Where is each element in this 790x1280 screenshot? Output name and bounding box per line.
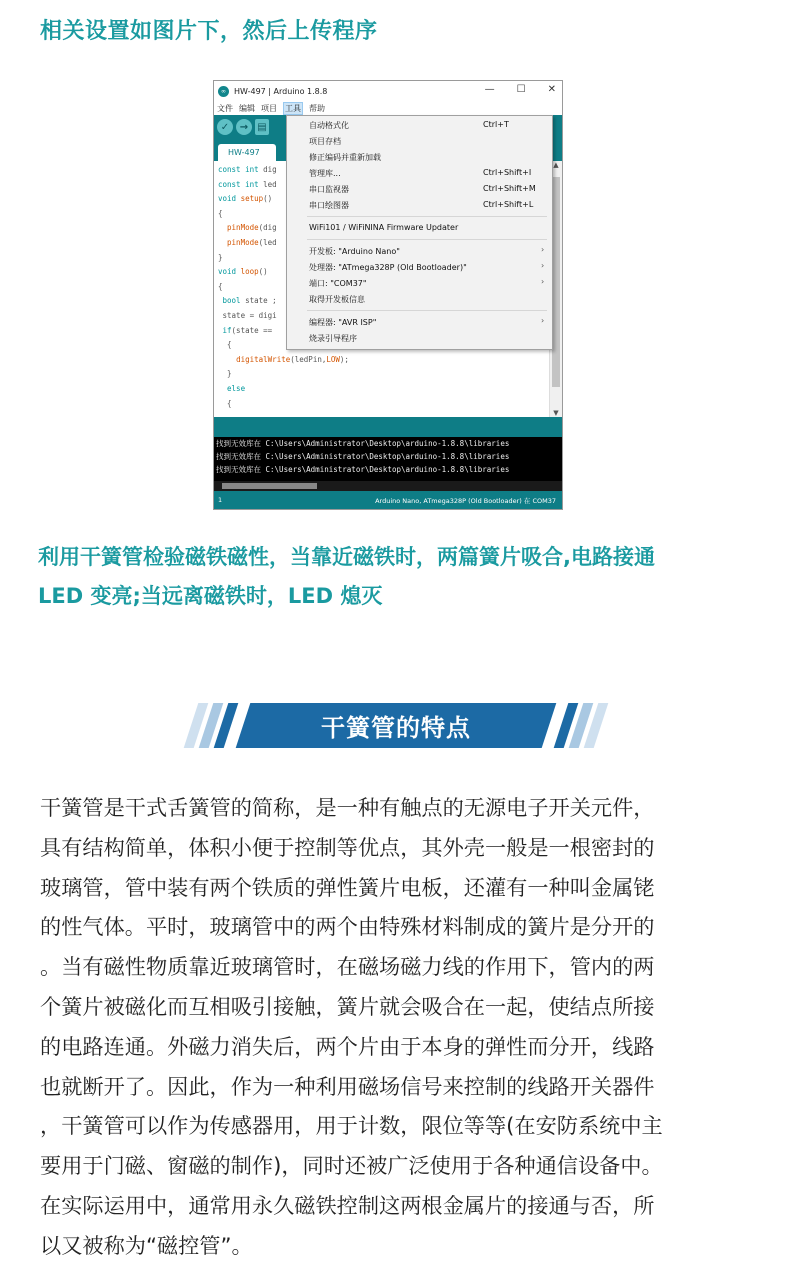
menu-file[interactable]: 文件 (217, 103, 233, 113)
code-line: { (218, 208, 223, 218)
editor-console-divider[interactable] (214, 417, 562, 437)
caption (38, 538, 758, 616)
submenu-arrow-icon: › (541, 277, 545, 286)
menu-edit[interactable]: 编辑 (239, 103, 255, 113)
window-titlebar (214, 81, 562, 101)
verify-icon[interactable]: ✓ (217, 119, 233, 135)
code-line: void loop() (218, 267, 268, 277)
menu-item-label[interactable]: WiFi101 / WiFiNINA Firmware Updater (309, 223, 459, 232)
upload-icon[interactable]: → (236, 119, 252, 135)
close-icon[interactable]: ✕ (547, 84, 556, 95)
status-board-info: Arduino Nano, ATmega328P (Old Bootloader) 在 COM37 (375, 497, 556, 505)
menu-item-label[interactable]: 项目存档 (309, 137, 341, 146)
body-line: 以又被称为“磁控管”。 (40, 1232, 253, 1258)
menu-tools[interactable]: 工具 (285, 103, 301, 113)
code-line: bool state ; (222, 296, 277, 306)
body-line: 在实际运用中，通常用永久磁铁控制这两根金属片的接通与否，所 (40, 1192, 655, 1218)
menu-item-label[interactable]: 自动格式化 (309, 121, 349, 130)
body-line: 玻璃管，管中装有两个铁质的弹性簧片电板，还灌有一种叫金属铑 (40, 874, 655, 900)
menu-separator (307, 239, 547, 240)
code-line: { (218, 340, 232, 350)
top-heading: 相关设置如图片下，然后上传程序 (40, 19, 378, 44)
code-line: { (218, 398, 232, 408)
code-line: if(state == (222, 325, 273, 335)
minimize-icon[interactable]: — (484, 84, 495, 95)
caption-line: 利用干簧管检验磁铁磁性，当靠近磁铁时，两篇簧片吸合,电路接通 (38, 545, 655, 569)
menu-item-label[interactable]: 端口: "COM37" (309, 279, 367, 288)
scroll-thumb[interactable] (552, 177, 560, 387)
menu-separator (307, 216, 547, 217)
body-line: 个簧片被磁化而互相吸引接触，簧片就会吸合在一起，使结点所接 (40, 993, 655, 1019)
caption-line: LED 变亮;当远离磁铁时，LED 熄灭 (38, 584, 383, 608)
menu-item-label[interactable]: 管理库... (309, 169, 341, 178)
menu-item-label[interactable]: 编程器: "AVR ISP" (309, 318, 377, 327)
code-line: state = digi (218, 311, 277, 320)
menu-sketch[interactable]: 项目 (261, 103, 277, 113)
code-line: const int dig (218, 165, 277, 174)
menu-separator (307, 310, 547, 311)
code-line: { (218, 281, 223, 291)
window-title: HW-497 | Arduino 1.8.8 (234, 86, 328, 96)
tab-sketch[interactable]: HW-497 (218, 144, 276, 161)
menu-item-shortcut: Ctrl+Shift+M (483, 184, 536, 193)
menu-item-shortcut: Ctrl+T (483, 120, 509, 129)
code-line: pinMode(dig (227, 223, 277, 233)
menu-item-shortcut: Ctrl+Shift+I (483, 168, 532, 177)
menu-item-label[interactable]: 串口绘图器 (309, 201, 349, 210)
console-line: 找到无效库在 C:\Users\Administrator\Desktop\arduino-1.8.8\libraries (216, 452, 510, 461)
code-line: pinMode(led (227, 238, 277, 247)
scroll-up-icon[interactable]: ▲ (553, 161, 559, 169)
console-scrollbar[interactable] (214, 481, 562, 491)
menu-item-shortcut: Ctrl+Shift+L (483, 200, 534, 209)
menu-item-label[interactable]: 处理器: "ATmega328P (Old Bootloader)" (309, 263, 467, 272)
menu-item-label[interactable]: 串口监视器 (309, 185, 349, 194)
code-line: const int led (218, 179, 277, 189)
arduino-logo-icon: ∞ (218, 86, 229, 97)
body-line: 。当有磁性物质靠近玻璃管时，在磁场磁力线的作用下，管内的两 (40, 954, 655, 980)
code-line: } (218, 369, 232, 379)
menu-item-label[interactable]: 烧录引导程序 (309, 334, 357, 343)
console-line: 找到无效库在 C:\Users\Administrator\Desktop\arduino-1.8.8\libraries (216, 439, 510, 448)
maximize-icon[interactable]: ☐ (516, 84, 526, 95)
console-line: 找到无效库在 C:\Users\Administrator\Desktop\arduino-1.8.8\libraries (216, 465, 510, 474)
body-line: 干簧管是干式舌簧管的简称，是一种有触点的无源电子开关元件， (40, 795, 655, 820)
menu-item-label[interactable]: 取得开发板信息 (309, 295, 365, 304)
body-line: ，干簧管可以作为传感器用，用于计数，限位等等(在安防系统中主 (40, 1113, 663, 1139)
tools-dropdown-menu (286, 115, 553, 350)
submenu-arrow-icon: › (541, 245, 545, 254)
arduino-ide-screenshot (213, 80, 563, 510)
section-banner (183, 703, 608, 748)
section-title: 干簧管的特点 (321, 714, 471, 742)
menu-item-label[interactable]: 开发板: "Arduino Nano" (309, 247, 400, 256)
menu-help[interactable]: 帮助 (309, 103, 325, 113)
scroll-down-icon[interactable]: ▼ (553, 409, 559, 417)
body-line: 要用于门磁、窗磁的制作)，同时还被广泛使用于各种通信设备中。 (40, 1153, 663, 1179)
code-line: } (218, 252, 223, 262)
code-line: digitalWrite(ledPin,LOW); (236, 354, 349, 364)
console-scroll-thumb[interactable] (222, 483, 317, 489)
code-line: void setup() (218, 194, 273, 204)
body-line: 具有结构简单，体积小便于控制等优点，其外壳一般是一根密封的 (40, 834, 655, 860)
status-bar (214, 491, 562, 509)
code-line: else (227, 384, 246, 393)
submenu-arrow-icon: › (541, 261, 545, 270)
menubar (214, 101, 562, 115)
body-line: 的性气体。平时，玻璃管中的两个由特殊材料制成的簧片是分开的 (40, 914, 655, 940)
body-paragraph (40, 788, 752, 1266)
submenu-arrow-icon: › (541, 316, 545, 325)
new-sketch-icon[interactable]: ▤ (255, 119, 269, 135)
body-line: 的电路连通。外磁力消失后，两个片由于本身的弹性而分开，线路 (40, 1033, 655, 1059)
body-line: 也就断开了。因此，作为一种利用磁场信号来控制的线路开关器件 (40, 1073, 655, 1099)
menu-item-label[interactable]: 修正编码并重新加载 (309, 153, 381, 162)
status-line-number: 1 (218, 496, 223, 504)
